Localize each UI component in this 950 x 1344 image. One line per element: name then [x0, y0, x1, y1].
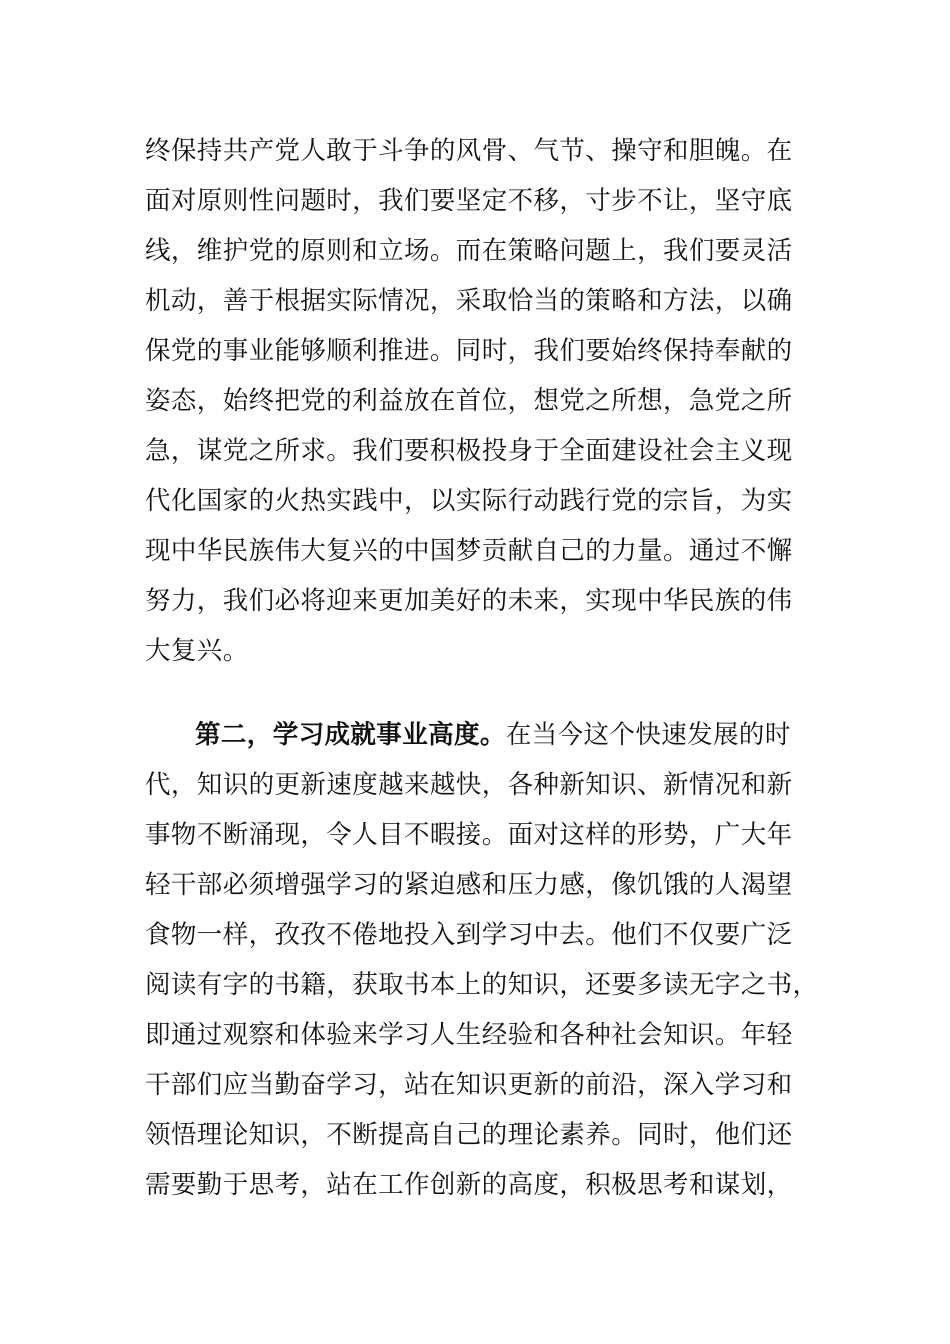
section-heading: 第二，学习成就事业高度。	[195, 720, 506, 750]
text-line: 姿态，始终把党的利益放在首位，想党之所想，急党之所	[145, 386, 793, 416]
text-line: 需要勤于思考，站在工作创新的高度，积极思考和谋划，	[145, 1170, 793, 1200]
text-line: 食物一样，孜孜不倦地投入到学习中去。他们不仅要广泛	[145, 920, 793, 950]
text-line: 机动，善于根据实际情况，采取恰当的策略和方法，以确	[145, 286, 793, 316]
heading-continuation: 在当今这个快速发展的时	[505, 720, 791, 750]
text-line: 急，谋党之所求。我们要积极投身于全面建设社会主义现	[145, 436, 793, 466]
text-line: 保党的事业能够顺利推进。同时，我们要始终保持奉献的	[145, 336, 793, 366]
text-line: 轻干部必须增强学习的紧迫感和压力感，像饥饿的人渴望	[145, 870, 793, 900]
text-line: 终保持共产党人敢于斗争的风骨、气节、操守和胆魄。在	[145, 136, 793, 166]
text-line: 代化国家的火热实践中，以实际行动践行党的宗旨，为实	[145, 486, 793, 516]
text-line: 领悟理论知识，不断提高自己的理论素养。同时，他们还	[145, 1120, 793, 1150]
text-line: 干部们应当勤奋学习，站在知识更新的前沿，深入学习和	[145, 1070, 793, 1100]
paragraph-first-line	[195, 710, 791, 760]
text-line: 面对原则性问题时，我们要坚定不移，寸步不让，坚守底	[145, 186, 793, 216]
text-line: 大复兴。	[145, 636, 249, 666]
text-line: 阅读有字的书籍，获取书本上的知识，还要多读无字之书，	[145, 970, 819, 1000]
text-line: 即通过观察和体验来学习人生经验和各种社会知识。年轻	[145, 1020, 793, 1050]
text-line: 事物不断涌现，令人目不暇接。面对这样的形势，广大年	[145, 820, 793, 850]
text-line: 现中华民族伟大复兴的中国梦贡献自己的力量。通过不懈	[145, 536, 793, 566]
text-line: 代，知识的更新速度越来越快，各种新知识、新情况和新	[145, 770, 793, 800]
text-line: 线，维护党的原则和立场。而在策略问题上，我们要灵活	[145, 236, 793, 266]
text-line: 努力，我们必将迎来更加美好的未来，实现中华民族的伟	[145, 586, 793, 616]
